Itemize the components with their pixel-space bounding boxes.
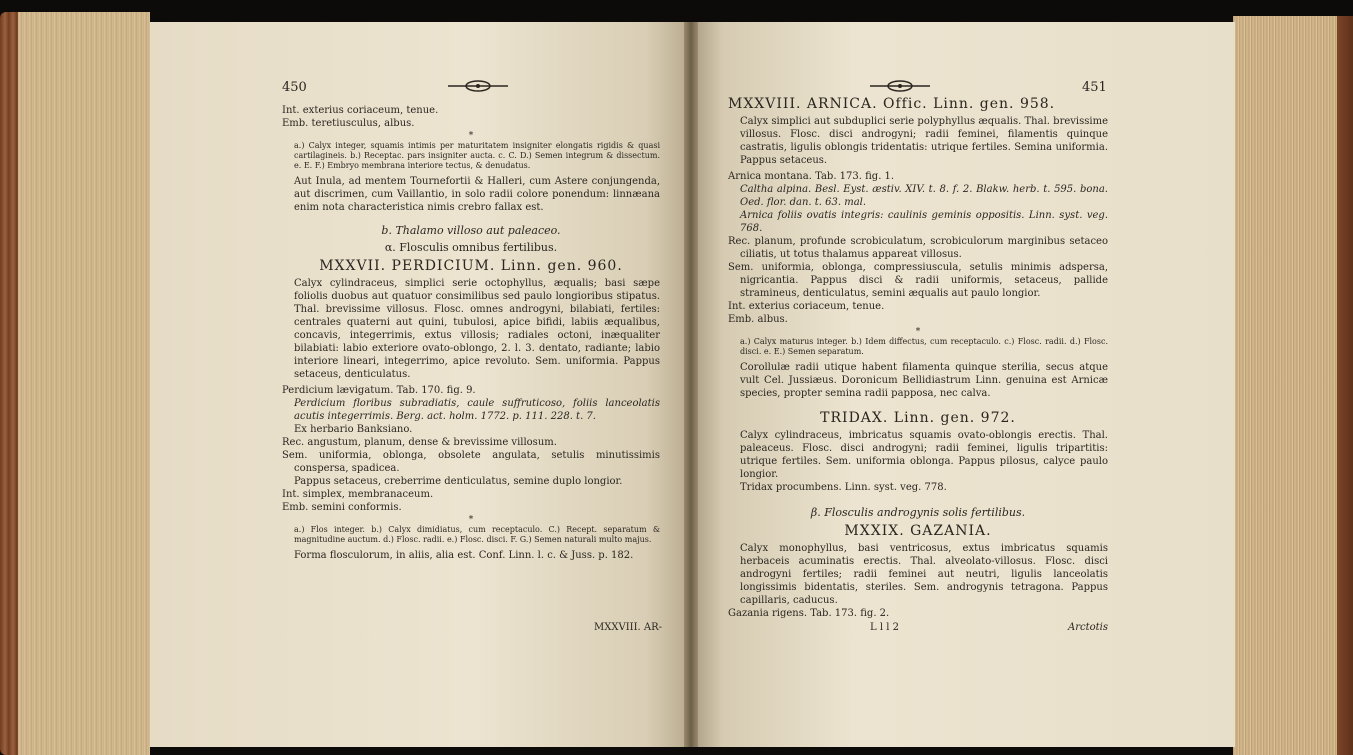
species-arnica-synonym-2: Arnica foliis ovatis integris: caulinis geminis oppositis. Linn. syst. veg. 768. [740,210,1108,234]
section-b-heading: b. Thalamo villoso aut paleaceo. [381,224,561,237]
right-text-column [728,98,1108,620]
left-ornament-icon [448,78,508,94]
left-text-column [282,104,660,562]
rec-arnica: Rec. planum, profunde scrobiculatum, scrobiculorum marginibus setaceo ciliatis, ut totus thalamus appareat villosus. [728,236,1108,260]
emb-description: Emb. semini conformis. [282,502,402,513]
forma-note: Forma flosculorum, in aliis, alia est. Conf. Linn. l. c. & Juss. p. 182. [294,550,634,561]
right-catchword: Arctotis [1068,622,1108,633]
signature-mark: L l l 2 [870,622,899,633]
int-line: Int. exterius coriaceum, tenue. [282,105,439,116]
section-alpha-heading: α. Flosculis omnibus fertilibus. [384,241,558,254]
sem-arnica: Sem. uniformia, oblonga, compressiuscula, setulis minimis adspersa, nigricantia. Pappus disci & radii uniformis, setaceus, pallide stramineus, denticulatus, semini æqualis aut paulo longior. [728,262,1108,299]
gutter [684,22,698,747]
right-ornament-icon [870,78,930,94]
footnote-arrows: a.) Calyx integer, squamis intimis per maturitatem insigniter elongatis rigidis & quasi cartilagineis. b.) Receptac. pars insigniter aucta. c. C. D.) Semen integrum & dissectum. e. E. F.) Embryo membrana interiore tectus, & denudatus. [294,141,660,170]
paragraph-corollulae: Corollulæ radii utique habent filamenta quinque sterilia, secus atque vult Cel. Jussiæus. Doronicum Bellidiastrum Linn. genuina est Arnicæ species, propter semina radii papposa, nec calva. [740,362,1108,399]
pappus-description: Pappus setaceus, creberrime denticulatus, semine duplo longior. [294,476,623,487]
paragraph-inula: Aut Inula, ad mentem Tournefortii & Halleri, cum Astere conjungenda, aut discrimen, cum Vaillantio, in solo radii colore ponendum: linnæana enim nota characteristica nimis crebro fallax est. [294,176,660,213]
right-page-edges [1233,16,1353,755]
species-perdicium-synonym: Perdicium floribus subradiatis, caule suffruticoso, foliis lanceolatis acutis integerrimis. Berg. act. holm. 1772. p. 111. 228. t. 7. [294,398,660,422]
left-catchword: MXXVIII. AR- [594,622,663,633]
genus-perdicium-title: MXXVII. PERDICIUM. Linn. gen. 960. [319,258,623,274]
emb-line: Emb. teretiusculus, albus. [282,118,415,129]
right-page-number: 451 [1082,80,1107,95]
genus-perdicium-description: Calyx cylindraceus, simplici serie octophyllus, æqualis; basi sæpe foliolis duobus aut quatuor consimilibus sed paulo longioribus stipatus. Thal. brevissime villosus. Flosc. omnes androgyni, bilabiati, fertiles: centrales quaterni aut quini, tubulosi, apice bifidi, labiis æqualibus, concavis, integerrimis, extus villosis; radiales octoni, inæqualiter bilabiati: labio exteriore ovato-oblongo, 2. l. 3. dentato, radiante; labio interiore lineari, integerrimo, apice revoluto. Sem. uniformia. Pappus setaceus, denticulatus. [294,278,660,380]
sem-description: Sem. uniformia, oblonga, obsolete angulata, setulis minutissimis conspersa, spadicea. [282,450,660,474]
int-description: Int. simplex, membranaceum. [282,489,434,500]
left-page-number: 450 [282,80,307,95]
species-arnica: Arnica montana. Tab. 173. fig. 1. [728,171,895,182]
section-beta-heading: β. Flosculis androgynis solis fertilibus. [810,506,1026,519]
genus-arnica-description: Calyx simplici aut subduplici serie polyphyllus æqualis. Thal. brevissime villosus. Flosc. disci androgyni; radii feminei, filamentis quinque castratis, ligulis oblongis tridentatis: utrique fertiles. Semina uniformia. Pappus setaceus. [740,116,1108,166]
genus-tridax-title: TRIDAX. Linn. gen. 972. [820,410,1016,426]
species-perdicium: Perdicium lævigatum. Tab. 170. fig. 9. [282,385,476,396]
asterisk-2: * [468,515,474,525]
genus-gazania-description: Calyx monophyllus, basi ventricosus, extus imbricatus squamis herbaceis acuminatis erectis. Thal. alveolato-villosus. Flosc. disci androgyni fertiles; radii feminei aut neutri, ligulis lanceolatis longissimis bidentatis, steriles. Sem. androgynis tetragona. Pappus capillaris, caducus. [740,543,1108,606]
asterisk-3: * [915,327,921,337]
species-gazania: Gazania rigens. Tab. 173. fig. 2. [728,608,890,619]
left-page-edges [0,12,150,755]
asterisk: * [468,131,474,141]
emb-arnica: Emb. albus. [728,314,788,325]
species-tridax: Tridax procumbens. Linn. syst. veg. 778. [740,482,947,493]
int-arnica: Int. exterius coriaceum, tenue. [728,301,885,312]
genus-arnica-title: MXXVIII. ARNICA. Offic. Linn. gen. 958. [728,96,1056,112]
genus-gazania-title: MXXIX. GAZANIA. [844,523,992,539]
species-arnica-synonym-1: Caltha alpina. Besl. Eyst. æstiv. XIV. t. 8. f. 2. Blakw. herb. t. 595. bona. Oed. flor. dan. t. 63. mal. [740,184,1108,208]
footnote-arnica: a.) Calyx maturus integer. b.) Idem diffectus, cum receptaculo. c.) Flosc. radii. d.) Flosc. disci. e. E.) Semen separatum. [740,337,1108,356]
footnote-perdicium: a.) Flos integer. b.) Calyx dimidiatus, cum receptaculo. C.) Recept. separatum & magnitudine auctum. d.) Flosc. radii. e.) Flosc. disci. F. G.) Semen naturali multo majus. [294,525,660,544]
genus-tridax-description: Calyx cylindraceus, imbricatus squamis ovato-oblongis erectis. Thal. paleaceus. Flosc. disci androgyni; radii feminei, ligulis tripartitis: utrique fertiles. Sem. uniformia oblonga. Pappus pilosus, calyce paulo longior. [740,430,1108,480]
herbarium-note: Ex herbario Banksiano. [294,424,413,435]
rec-description: Rec. angustum, planum, dense & brevissime villosum. [282,437,557,448]
